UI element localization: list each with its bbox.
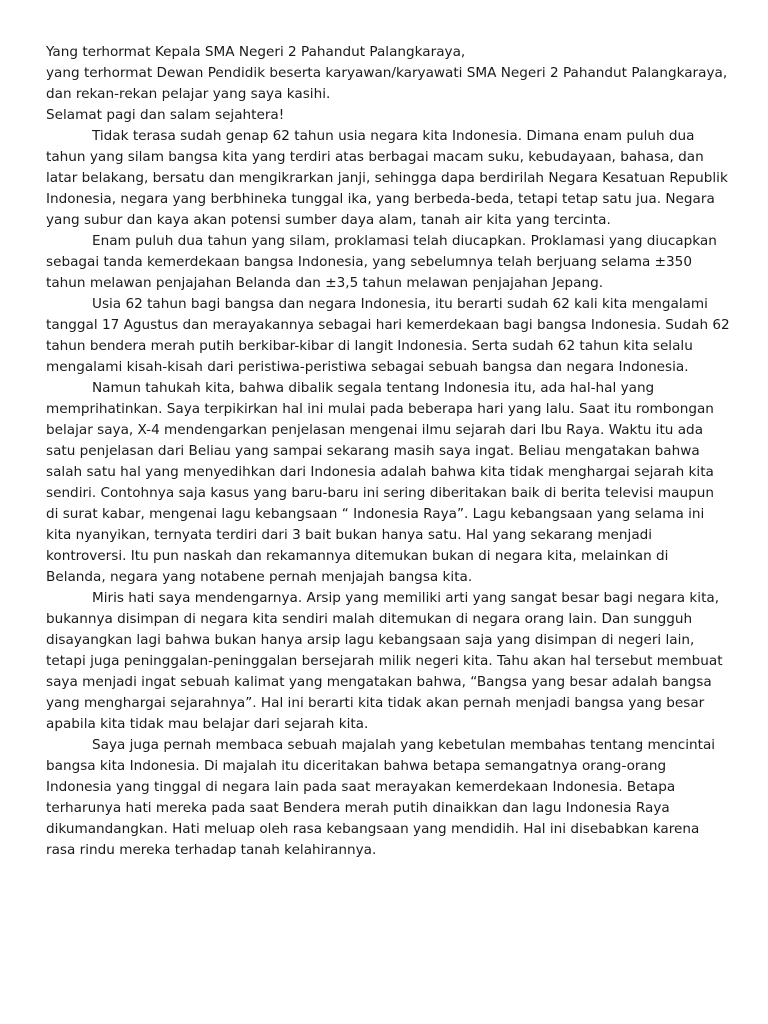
greeting-line: yang terhormat Dewan Pendidik beserta karyawan/karyawati SMA Negeri 2 Pahandut Palangkaraya, [46,65,728,81]
greeting-line: Yang terhormat Kepala SMA Negeri 2 Pahandut Palangkaraya, [46,44,466,60]
body-paragraph: Miris hati saya mendengarnya. Arsip yang memiliki arti yang sangat besar bagi negara kita, bukannya disimpan di negara kita sendiri malah ditemukan di negara orang lain. Dan sungguh disayangkan lagi bahwa bukan hanya arsip lagu kebangsaan saja yang disimpan di negeri lain, tetapi juga peninggalan-peninggalan bersejarah milik negeri kita. Tahu akan hal tersebut membuat saya menjadi ingat sebuah kalimat yang mengatakan bahwa, “Bangsa yang besar adalah bangsa yang menghargai sejarahnya”. Hal ini berarti kita tidak akan pernah menjadi bangsa yang besar apabila kita tidak mau belajar dari sejarah kita. [46,590,723,732]
body-paragraph: Namun tahukah kita, bahwa dibalik segala tentang Indonesia itu, ada hal-hal yang memprihatinkan. Saya terpikirkan hal ini mulai pada beberapa hari yang lalu. Saat itu rombongan belajar saya, X-4 mendengarkan penjelasan mengenai ilmu sejarah dari Ibu Raya. Waktu itu ada satu penjelasan dari Beliau yang sampai sekarang masih saya ingat. Beliau mengatakan bahwa salah satu hal yang menyedihkan dari Indonesia adalah bahwa kita tidak menghargai sejarah kita sendiri. Contohnya saja kasus yang baru-baru ini sering diberitakan baik di berita televisi maupun di surat kabar, mengenai lagu kebangsaan “ Indonesia Raya”. Lagu kebangsaan yang selama ini kita nyanyikan, ternyata terdiri dari 3 bait bukan hanya satu. Hal yang sekarang menjadi kontroversi. Itu pun naskah dan rekamannya ditemukan bukan di negara kita, melainkan di Belanda, negara yang notabene pernah menjajah bangsa kita. [46,380,714,585]
body-paragraph: Enam puluh dua tahun yang silam, proklamasi telah diucapkan. Proklamasi yang diucapkan sebagai tanda kemerdekaan bangsa Indonesia, yang sebelumnya telah berjuang selama ±350 tahun melawan penjajahan Belanda dan ±3,5 tahun melawan penjajahan Jepang. [46,233,717,291]
speech-document [46,42,730,861]
body-paragraph: Saya juga pernah membaca sebuah majalah yang kebetulan membahas tentang mencintai bangsa kita Indonesia. Di majalah itu diceritakan bahwa betapa semangatnya orang-orang Indonesia yang tinggal di negara lain pada saat merayakan kemerdekaan Indonesia. Betapa terharunya hati mereka pada saat Bendera merah putih dinaikkan dan lagu Indonesia Raya dikumandangkan. Hati meluap oleh rasa kebangsaan yang mendidih. Hal ini disebabkan karena rasa rindu mereka terhadap tanah kelahirannya. [46,737,716,858]
body-paragraph: Usia 62 tahun bagi bangsa dan negara Indonesia, itu berarti sudah 62 kali kita mengalami tanggal 17 Agustus dan merayakannya sebagai hari kemerdekaan bagi bangsa Indonesia. Sudah 62 tahun bendera merah putih berkibar-kibar di langit Indonesia. Serta sudah 62 tahun kita selalu mengalami kisah-kisah dari peristiwa-peristiwa sebagai sebuah bangsa dan negara Indonesia. [46,296,730,375]
greeting-line: Selamat pagi dan salam sejahtera! [46,107,285,123]
greeting-line: dan rekan-rekan pelajar yang saya kasihi. [46,86,331,102]
body-paragraph: Tidak terasa sudah genap 62 tahun usia negara kita Indonesia. Dimana enam puluh dua tahun yang silam bangsa kita yang terdiri atas berbagai macam suku, kebudayaan, bahasa, dan latar belakang, bersatu dan mengikrarkan janji, sehingga dapa berdirilah Negara Kesatuan Republik Indonesia, negara yang berbhineka tunggal ika, yang berbeda-beda, tetapi tetap satu jua. Negara yang subur dan kaya akan potensi sumber daya alam, tanah air kita yang tercinta. [46,128,728,228]
